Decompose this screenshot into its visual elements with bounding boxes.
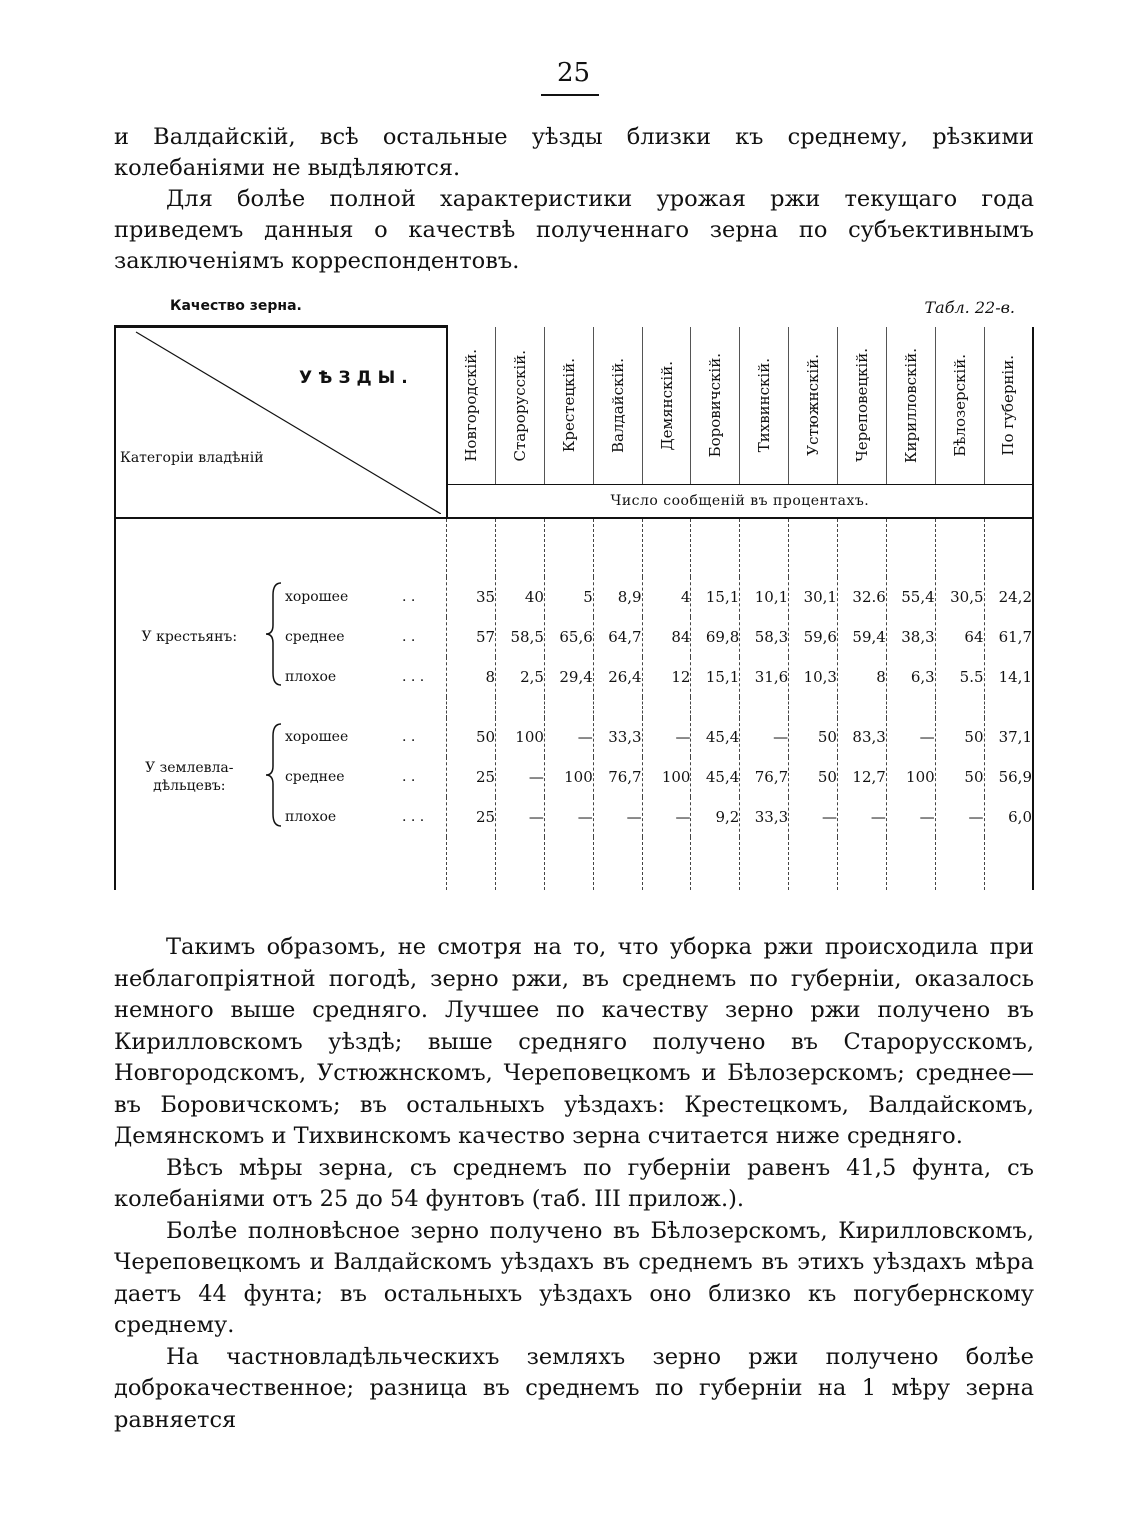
table-cell: 64,7 (593, 617, 642, 657)
table-cell: 6,0 (984, 797, 1033, 837)
table-cell: 100 (642, 757, 691, 797)
district-header: Устюжнскій. (789, 327, 838, 485)
table-cell: 37,1 (984, 718, 1033, 758)
table-cell: 45,4 (691, 757, 740, 797)
table-cell: 25 (447, 797, 496, 837)
page-number-rule (541, 94, 599, 96)
table-cell: 14,1 (984, 657, 1033, 697)
table-cell: 40 (496, 577, 545, 617)
table-cell: — (496, 757, 545, 797)
table-cell: — (789, 797, 838, 837)
table-cell: — (740, 718, 789, 758)
table-cell: 76,7 (593, 757, 642, 797)
closing-text (114, 932, 1034, 1436)
table-cell: 61,7 (984, 617, 1033, 657)
table-cell: 35 (447, 577, 496, 617)
table-cell: — (886, 797, 935, 837)
table-cell: 10,1 (740, 577, 789, 617)
table-cell: — (886, 718, 935, 758)
group-label-peasants: У крестьянъ: (115, 577, 263, 697)
table-cell: 50 (789, 718, 838, 758)
table-cell: 9,2 (691, 797, 740, 837)
district-header: Демянскій. (642, 327, 691, 485)
table-cell: 55,4 (886, 577, 935, 617)
table-cell: 4 (642, 577, 691, 617)
quality-label: плохое (284, 668, 337, 685)
table-cell: 58,5 (496, 617, 545, 657)
table-cell: 57 (447, 617, 496, 657)
table-row (115, 718, 1033, 758)
district-header: Старорусскій. (496, 327, 545, 485)
table-cell: 100 (544, 757, 593, 797)
table-cell: — (496, 797, 545, 837)
table-cell: 2,5 (496, 657, 545, 697)
table-cell: 33,3 (740, 797, 789, 837)
table-cell: 38,3 (886, 617, 935, 657)
leader-dots: . . (402, 577, 447, 617)
closing-paragraph-4: На частновладѣльческихъ земляхъ зерно ржи получено болѣе доброкачественное; разница въ среднемъ по губерніи на 1 мѣру зерна равняется (114, 1343, 1034, 1433)
table-cell: 12,7 (837, 757, 886, 797)
quality-label: хорошее (284, 588, 349, 605)
table-cell: 24,2 (984, 577, 1033, 617)
group-label-line: дѣльцевъ: (153, 778, 226, 795)
closing-paragraph-2: Вѣсъ мѣры зерна, съ среднемъ по губерніи равенъ 41,5 фунта, съ колебаніями отъ 25 до 54 фунтовъ (таб. III прилож.). (114, 1154, 1034, 1212)
district-header: Боровичскій. (691, 327, 740, 485)
table-cell: 33,3 (593, 718, 642, 758)
table-cell: 32.6 (837, 577, 886, 617)
table-cell: — (642, 797, 691, 837)
table-cell: 58,3 (740, 617, 789, 657)
table-cell: 10,3 (789, 657, 838, 697)
leader-dots: . . (402, 718, 447, 758)
table-cell: — (544, 797, 593, 837)
table-cell: 30,5 (935, 577, 984, 617)
table-cell: 45,4 (691, 718, 740, 758)
table-row (115, 577, 1033, 617)
table-cell: — (544, 718, 593, 758)
table-cell: 15,1 (691, 657, 740, 697)
table-cell: 8,9 (593, 577, 642, 617)
table-cell: 50 (935, 757, 984, 797)
table-cell: 12 (642, 657, 691, 697)
quality-label: среднее (284, 769, 345, 786)
table-cell: 50 (789, 757, 838, 797)
quality-label: хорошее (284, 729, 349, 746)
table-cell: 8 (837, 657, 886, 697)
group-label-line: У землевла- (145, 760, 234, 777)
district-header: Валдайскій. (593, 327, 642, 485)
district-header: Кирилловскій. (886, 327, 935, 485)
intro-paragraph-1: и Валдайскій, всѣ остальные уѣзды близки къ среднему, рѣзкими колебаніями не выдѣляются. (114, 124, 1034, 181)
header-ownership-label: Категоріи владѣній (120, 450, 264, 466)
quality-label: плохое (284, 809, 337, 826)
table-cell: 69,8 (691, 617, 740, 657)
group-label-landowners (115, 718, 263, 838)
district-header: Новгородскій. (447, 327, 496, 485)
header-diagonal-line (116, 328, 441, 514)
table-cell: 100 (496, 718, 545, 758)
closing-paragraph-1: Такимъ образомъ, не смотря на то, что уборка ржи происходила при неблагопріятной погодѣ, зерно ржи, въ среднемъ по губерніи, оказалось немного выше средняго. Лучшее по качеству зерно ржи получено въ Кирилловскомъ уѣздѣ; выше средняго получено въ Старорусскомъ, Новгородскомъ, Устюжнскомъ, Череповецкомъ и Бѣлозерскомъ; среднее—въ Боровичскомъ; въ остальныхъ уѣздахъ: Крестецкомъ, Валдайскомъ, Демянскомъ и Тихвинскомъ качество зерна считается ниже средняго. (114, 934, 1034, 1149)
table-cell: 100 (886, 757, 935, 797)
page-number: 25 (556, 58, 591, 88)
table-cell: 50 (447, 718, 496, 758)
units-label: Число сообщеній въ процентахъ. (447, 485, 1033, 518)
quality-label: среднее (284, 628, 345, 645)
table-cell: — (642, 718, 691, 758)
table-cell: 65,6 (544, 617, 593, 657)
table-cell: 30,1 (789, 577, 838, 617)
table-cell: 56,9 (984, 757, 1033, 797)
leader-dots: . . . (402, 657, 447, 697)
table-cell: 29,4 (544, 657, 593, 697)
table-cell: 6,3 (886, 657, 935, 697)
table-cell: 26,4 (593, 657, 642, 697)
closing-paragraph-3: Болѣе полновѣсное зерно получено въ Бѣлозерскомъ, Кирилловскомъ, Череповецкомъ и Валдайскомъ уѣздахъ въ среднемъ въ этихъ уѣздахъ мѣра даетъ 44 фунта; въ остальныхъ уѣздахъ оно близко къ погубернскому среднему. (114, 1217, 1034, 1338)
table-cell: 8 (447, 657, 496, 697)
table-cell: 50 (935, 718, 984, 758)
table-cell: 59,6 (789, 617, 838, 657)
intro-text (114, 122, 1034, 277)
table-cell: 5 (544, 577, 593, 617)
table-cell: 31,6 (740, 657, 789, 697)
grain-quality-table (114, 325, 1034, 890)
table-cell: 84 (642, 617, 691, 657)
district-header: Бѣлозерскій. (935, 327, 984, 485)
table-cell: 25 (447, 757, 496, 797)
district-header: Череповецкій. (837, 327, 886, 485)
intro-paragraph-2: Для болѣе полной характеристики урожая ржи текущаго года приведемъ данныя о качествѣ полученнаго зерна по субъективнымъ заключеніямъ корреспондентовъ. (114, 186, 1034, 274)
brace-icon (263, 718, 285, 838)
table-cell: 64 (935, 617, 984, 657)
leader-dots: . . (402, 617, 447, 657)
table-cell: 59,4 (837, 617, 886, 657)
leader-dots: . . . (402, 797, 447, 837)
district-header: Тихвинскій. (740, 327, 789, 485)
table-cell: 15,1 (691, 577, 740, 617)
table-cell: 83,3 (837, 718, 886, 758)
district-header: По губерніи. (984, 327, 1033, 485)
table-cell: — (837, 797, 886, 837)
leader-dots: . . (402, 757, 447, 797)
table-caption: Качество зерна. (170, 298, 302, 314)
table-cell: 5.5 (935, 657, 984, 697)
table-cell: — (935, 797, 984, 837)
table-header-corner (115, 327, 447, 518)
district-header: Крестецкій. (544, 327, 593, 485)
header-districts-label: УѢЗДЫ. (299, 368, 414, 388)
table-cell: 76,7 (740, 757, 789, 797)
table-reference: Табл. 22-в. (924, 298, 1015, 317)
table-cell: — (593, 797, 642, 837)
brace-icon (263, 577, 285, 697)
